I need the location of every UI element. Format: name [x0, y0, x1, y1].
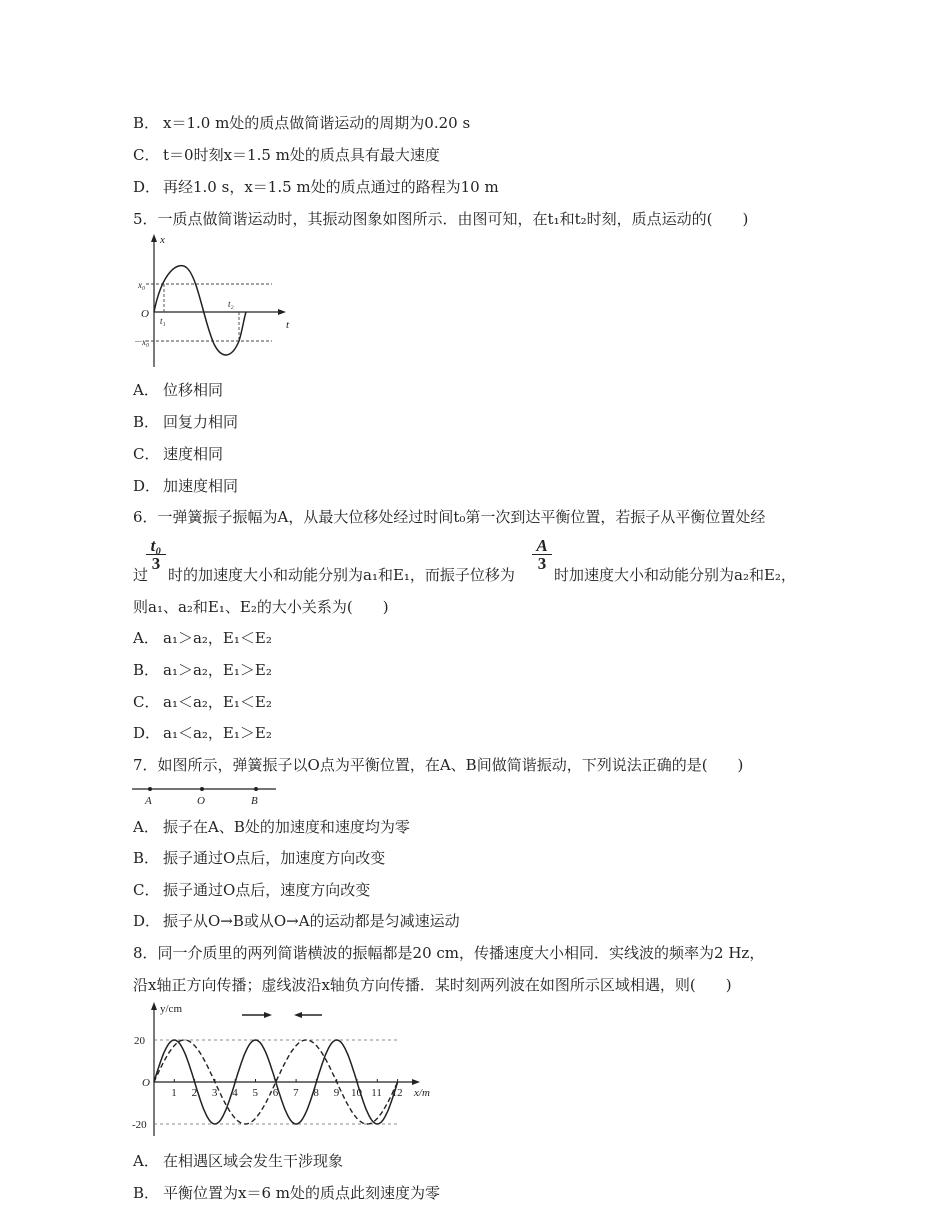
q8-x-tick-label: 5 — [252, 1087, 258, 1099]
q5-option-b: B． 回复力相同 — [133, 413, 239, 431]
q6-line3: 则a₁、a₂和E₁、E₂的大小关系为( ) — [133, 598, 389, 616]
q7-point-b — [254, 787, 258, 791]
q6-fraction-a-over-3: $\frac{A}{3}$ — [532, 537, 552, 572]
q4-option-d: D． 再经1.0 s，x＝1.5 m处的质点通过的路程为10 m — [133, 178, 499, 196]
q6-line1: 6．一弹簧振子振幅为A，从最大位移处经过时间t₀第一次到达平衡位置，若振子从平衡位置处经 — [133, 508, 766, 526]
q7-option-c: C． 振子通过O点后，速度方向改变 — [133, 881, 371, 899]
q5-origin: O — [141, 308, 149, 320]
q8-x-arrow — [412, 1079, 420, 1085]
q8-x-tick-label: 2 — [191, 1087, 198, 1099]
q8-x-tick-label: 8 — [313, 1087, 319, 1099]
q8-y-tick-20: 20 — [134, 1035, 145, 1047]
q7-option-a: A． 振子在A、B处的加速度和速度均为零 — [133, 818, 410, 836]
q8-y-tick-neg20: -20 — [132, 1119, 147, 1131]
q8-x-tick-label: 11 — [371, 1087, 382, 1099]
q7-point-a — [148, 787, 152, 791]
q5-x0-label: x₀ — [138, 280, 146, 290]
q8-y-arrow — [151, 1002, 157, 1010]
q5-vibration-graph — [132, 232, 297, 372]
q8-x-label: x/m — [414, 1087, 430, 1099]
q8-x-tick-label: 9 — [333, 1087, 340, 1099]
q7-option-d: D． 振子从O→B或从O→A的运动都是匀减速运动 — [133, 912, 460, 930]
q7-label-a: A — [145, 795, 152, 807]
q4-option-c: C． t＝0时刻x＝1.5 m处的质点具有最大速度 — [133, 146, 440, 164]
q8-x-tick-label: 7 — [293, 1087, 299, 1099]
q6-option-c: C． a₁＜a₂，E₁＜E₂ — [133, 693, 272, 711]
q7-label-o: O — [197, 795, 205, 807]
q5-t1-label: t₁ — [160, 316, 166, 326]
q8-x-tick-label: 4 — [232, 1087, 238, 1099]
q8-line2: 沿x轴正方向传播；虚线波沿x轴负方向传播．某时刻两列波在如图所示区域相遇，则( ) — [133, 976, 732, 994]
q5-curve — [154, 266, 246, 355]
q8-x-tick-label: 6 — [272, 1087, 279, 1099]
q5-option-d: D． 加速度相同 — [133, 477, 239, 495]
q5-y-label: x — [160, 234, 165, 246]
q5-stem: 5．一质点做简谐运动时，其振动图象如图所示．由图可知，在t₁和t₂时刻，质点运动的( ) — [133, 210, 749, 228]
q8-origin: O — [142, 1077, 150, 1089]
q8-y-label: y/cm — [160, 1003, 182, 1015]
q5-y-arrow — [151, 234, 157, 242]
q5-negx0-label: －x₀ — [133, 337, 150, 347]
q7-label-b: B — [251, 795, 258, 807]
q6-line2-suffix: 时加速度大小和动能分别为a₂和E₂， — [554, 566, 796, 584]
q5-option-c: C． 速度相同 — [133, 445, 224, 463]
q8-x-tick-label: 12 — [391, 1087, 403, 1099]
q5-option-a: A． 位移相同 — [133, 381, 224, 399]
q8-x-tick-label: 10 — [351, 1087, 362, 1099]
q8-option-a: A． 在相遇区域会发生干涉现象 — [133, 1152, 344, 1170]
q6-option-b: B． a₁＞a₂，E₁＞E₂ — [133, 661, 272, 679]
q6-option-d: D． a₁＜a₂，E₁＞E₂ — [133, 724, 272, 742]
q6-line2-prefix: 过 — [133, 566, 149, 584]
q8-x-tick-label: 3 — [211, 1087, 218, 1099]
q8-line1: 8．同一介质里的两列简谐横波的振幅都是20 cm，传播速度大小相同．实线波的频率为2 Hz， — [133, 944, 765, 962]
q4-option-b: B． x＝1.0 m处的质点做简谐运动的周期为0.20 s — [133, 114, 471, 132]
q7-stem: 7．如图所示，弹簧振子以O点为平衡位置，在A、B间做简谐振动，下列说法正确的是( ) — [133, 756, 744, 774]
q7-spring-figure — [130, 784, 280, 808]
q6-line2-middle: 时的加速度大小和动能分别为a₁和E₁，而振子位移为 — [168, 566, 515, 584]
q6-fraction-t0-over-3: $\frac{\text{t₀}}{3}$ — [146, 537, 166, 572]
q7-point-o — [200, 787, 204, 791]
q5-t-arrow — [278, 309, 286, 315]
q8-x-tick-label: 1 — [171, 1087, 177, 1099]
q8-option-b: B． 平衡位置为x＝6 m处的质点此刻速度为零 — [133, 1184, 440, 1202]
q8-wave-graph — [130, 1000, 440, 1140]
q5-t-label: t — [286, 319, 290, 331]
q6-option-a: A． a₁＞a₂，E₁＜E₂ — [133, 629, 272, 647]
q5-t2-label: t₂ — [228, 299, 234, 309]
q7-option-b: B． 振子通过O点后，加速度方向改变 — [133, 849, 386, 867]
